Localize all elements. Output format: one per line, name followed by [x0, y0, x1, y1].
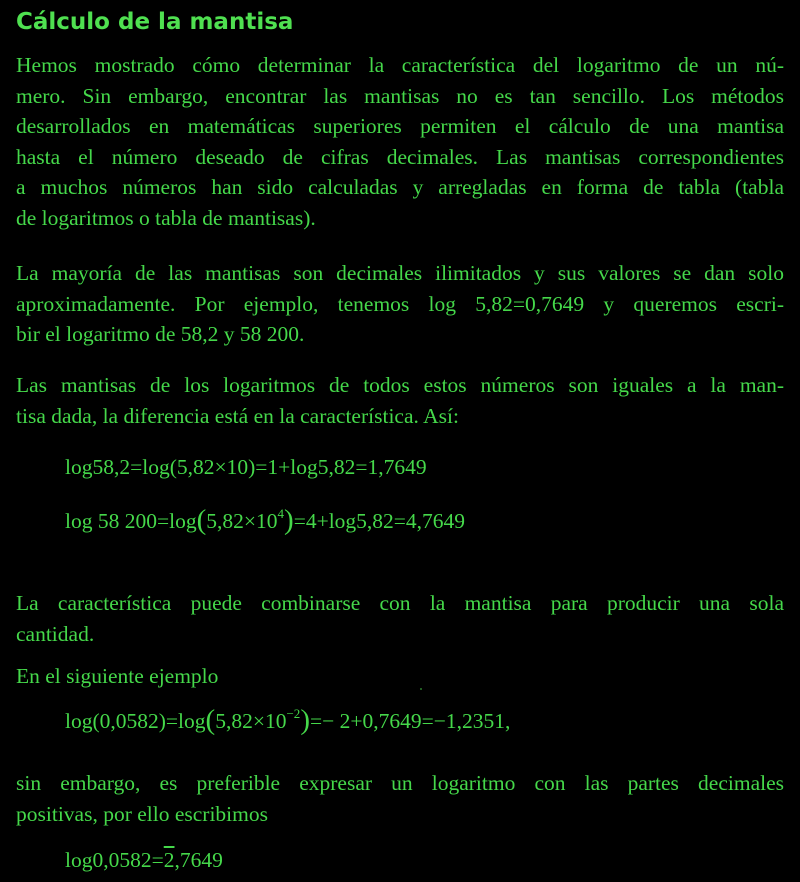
formula-part: ,7649	[174, 848, 223, 872]
text-line: hasta el número deseado de cifras decimales. Las mantisas correspondientes	[16, 144, 784, 169]
paragraph-combine	[16, 588, 784, 649]
text-line: La característica puede combinarse con la mantisa para producir una sola	[16, 591, 784, 615]
speck	[420, 688, 422, 690]
paragraph-intro	[16, 50, 784, 233]
text-line: mero. Sin embargo, encontrar las mantisas no es tan sencillo. Los métodos	[16, 83, 784, 108]
formula-part: 5,82×10	[206, 509, 278, 533]
open-paren: (	[196, 504, 207, 536]
formula-part: =4+log5,82=4,7649	[293, 509, 466, 533]
paragraph-characteristic	[16, 370, 784, 431]
close-paren: )	[300, 704, 310, 736]
formula-part: log0,0582=	[65, 848, 164, 872]
formula-log-58200	[65, 506, 465, 536]
exponent: 4	[277, 505, 285, 521]
text-line: aproximadamente. Por ejemplo, tenemos log 5,82=0,7649 y queremos escri-	[16, 291, 784, 316]
formula-bar-notation	[65, 845, 223, 875]
text-line: de logaritmos o tabla de mantisas).	[16, 205, 316, 230]
exponent: −2	[286, 705, 301, 721]
formula-part: =− 2+0,7649=−1,2351,	[309, 709, 511, 733]
text-line: Hemos mostrado cómo determinar la característica del logaritmo de un nú-	[16, 53, 784, 77]
text-line: En el siguiente ejemplo	[16, 664, 219, 688]
text-line: cantidad.	[16, 621, 95, 646]
text-line: sin embargo, es preferible expresar un logaritmo con las partes decimales	[16, 771, 784, 795]
formula-log-0-0582	[65, 706, 510, 736]
formula-log-58-2: log58,2=log(5,82×10)=1+log5,82=1,7649	[65, 455, 427, 479]
bar-digit: 2	[163, 848, 175, 872]
text-line: desarrollados en matemáticas superiores permiten el cálculo de una mantisa	[16, 114, 784, 138]
paragraph-preferable	[16, 768, 784, 829]
open-paren: (	[205, 704, 216, 736]
formula-part: log(0,0582)=log	[65, 709, 206, 733]
close-paren: )	[284, 504, 294, 536]
text-line: bir el logaritmo de 58,2 y 58 200.	[16, 322, 305, 346]
paragraph-example	[16, 661, 784, 692]
text-line: Las mantisas de los logaritmos de todos estos números son iguales a la man-	[16, 373, 784, 397]
text-line: La mayoría de las mantisas son decimales ilimitados y sus valores se dan solo	[16, 261, 784, 285]
paragraph-mantissas	[16, 258, 784, 350]
section-heading: Cálculo de la mantisa	[16, 9, 294, 35]
text-line: a muchos números han sido calculadas y arregladas en forma de tabla (tabla	[16, 175, 784, 199]
formula-part: log 58 200=log	[65, 509, 197, 533]
text-line: positivas, por ello escribimos	[16, 801, 268, 826]
formula-part: 5,82×10	[215, 709, 287, 733]
text-line: tisa dada, la diferencia está en la característica. Así:	[16, 403, 459, 428]
